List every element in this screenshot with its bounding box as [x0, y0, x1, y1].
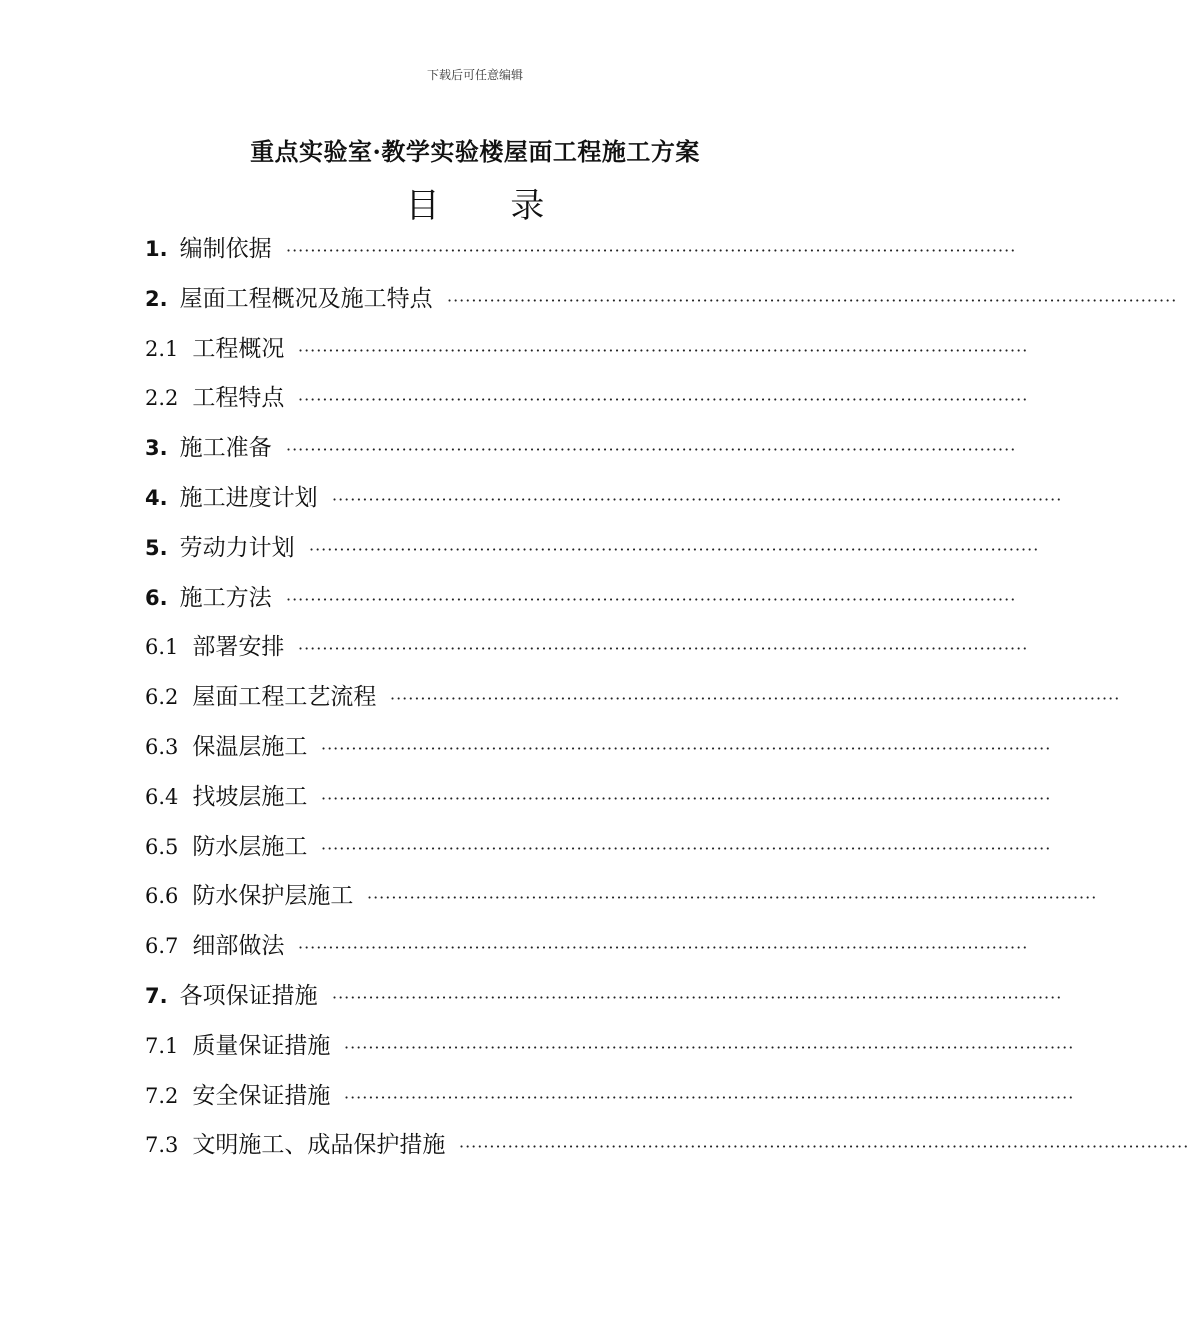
toc-leader-dots: ························································································································	[321, 789, 1052, 808]
toc-entry-number: 6.5	[145, 835, 179, 859]
toc-entry[interactable]	[145, 979, 318, 1013]
toc-entry-title: 屋面工程工艺流程	[192, 684, 377, 710]
toc-entry-number: 6.2	[145, 685, 179, 709]
toc-entry-title: 施工准备	[179, 435, 272, 461]
toc-entry-title: 找坡层施工	[192, 784, 308, 810]
toc-entry[interactable]	[145, 1128, 445, 1162]
toc-entry[interactable]	[145, 1029, 330, 1063]
toc-leader-dots: ························································································································	[390, 689, 1121, 708]
toc-leader-dots: ························································································································	[298, 390, 1029, 409]
toc-entry-number: 6.4	[145, 785, 179, 809]
document-title: 重点实验室·教学实验楼屋面工程施工方案	[250, 137, 700, 166]
toc-entry-title: 屋面工程概况及施工特点	[179, 286, 433, 312]
toc-entry-number: 2.2	[145, 386, 179, 410]
toc-entry-number: 7.1	[145, 1034, 179, 1058]
toc-entry-title: 防水层施工	[192, 834, 308, 860]
toc-entry[interactable]	[145, 431, 272, 465]
toc-leader-dots: ························································································································	[286, 241, 1017, 260]
toc-entry[interactable]	[145, 630, 284, 664]
toc-entry[interactable]	[145, 680, 376, 714]
toc-entry-title: 文明施工、成品保护措施	[192, 1132, 446, 1158]
toc-entry[interactable]	[145, 531, 295, 565]
toc-title: 目 录	[405, 186, 575, 226]
toc-entry[interactable]	[145, 1079, 330, 1113]
toc-entry-number: 1.	[145, 237, 168, 261]
toc-entry[interactable]	[145, 830, 307, 864]
toc-entry-title: 质量保证措施	[192, 1033, 331, 1059]
toc-entry-title: 施工方法	[179, 585, 272, 611]
toc-entry-title: 安全保证措施	[192, 1083, 331, 1109]
toc-entry-title: 劳动力计划	[179, 535, 295, 561]
toc-leader-dots: ························································································································	[447, 291, 1178, 310]
toc-entry[interactable]	[145, 581, 272, 615]
toc-entry[interactable]	[145, 879, 353, 913]
toc-leader-dots: ························································································································	[459, 1137, 1189, 1156]
toc-entry-title: 工程概况	[192, 336, 285, 362]
toc-entry-title: 工程特点	[192, 385, 285, 411]
toc-entry-number: 6.6	[145, 884, 179, 908]
toc-entry[interactable]	[145, 929, 284, 963]
toc-entry-number: 7.	[145, 984, 168, 1008]
toc-leader-dots: ························································································································	[344, 1088, 1075, 1107]
toc-entry-number: 7.3	[145, 1133, 179, 1157]
toc-entry-number: 6.3	[145, 735, 179, 759]
toc-entry-number: 6.7	[145, 934, 179, 958]
toc-entry-number: 5.	[145, 536, 168, 560]
toc-leader-dots: ························································································································	[321, 839, 1052, 858]
toc-entry-number: 2.	[145, 287, 168, 311]
toc-leader-dots: ························································································································	[367, 888, 1098, 907]
toc-entry[interactable]	[145, 381, 284, 415]
toc-entry-number: 7.2	[145, 1084, 179, 1108]
toc-leader-dots: ························································································································	[309, 540, 1040, 559]
toc-entry-title: 防水保护层施工	[192, 883, 354, 909]
toc-entry[interactable]	[145, 232, 272, 266]
toc-entry-title: 编制依据	[179, 236, 272, 262]
toc-entry-number: 3.	[145, 436, 168, 460]
toc-entry-title: 各项保证措施	[179, 983, 318, 1009]
toc-entry[interactable]	[145, 730, 307, 764]
toc-leader-dots: ························································································································	[321, 739, 1052, 758]
toc-leader-dots: ························································································································	[286, 440, 1017, 459]
toc-entry-title: 施工进度计划	[179, 485, 318, 511]
toc-entry-title: 细部做法	[192, 933, 285, 959]
toc-entry-number: 2.1	[145, 337, 179, 361]
toc-entry[interactable]	[145, 780, 307, 814]
toc-entry-title: 保温层施工	[192, 734, 308, 760]
toc-leader-dots: ························································································································	[298, 639, 1029, 658]
toc-leader-dots: ························································································································	[298, 938, 1029, 957]
toc-leader-dots: ························································································································	[332, 988, 1063, 1007]
toc-leader-dots: ························································································································	[344, 1038, 1075, 1057]
toc-entry-number: 4.	[145, 486, 168, 510]
toc-entry[interactable]	[145, 282, 433, 316]
toc-leader-dots: ························································································································	[298, 341, 1029, 360]
toc-leader-dots: ························································································································	[286, 590, 1017, 609]
toc-entry-title: 部署安排	[192, 634, 285, 660]
header-note: 下载后可任意编辑	[426, 68, 523, 82]
toc-entry-number: 6.	[145, 586, 168, 610]
toc-leader-dots: ························································································································	[332, 490, 1063, 509]
toc-entry[interactable]	[145, 332, 284, 366]
toc-entry[interactable]	[145, 481, 318, 515]
toc-entry-number: 6.1	[145, 635, 179, 659]
